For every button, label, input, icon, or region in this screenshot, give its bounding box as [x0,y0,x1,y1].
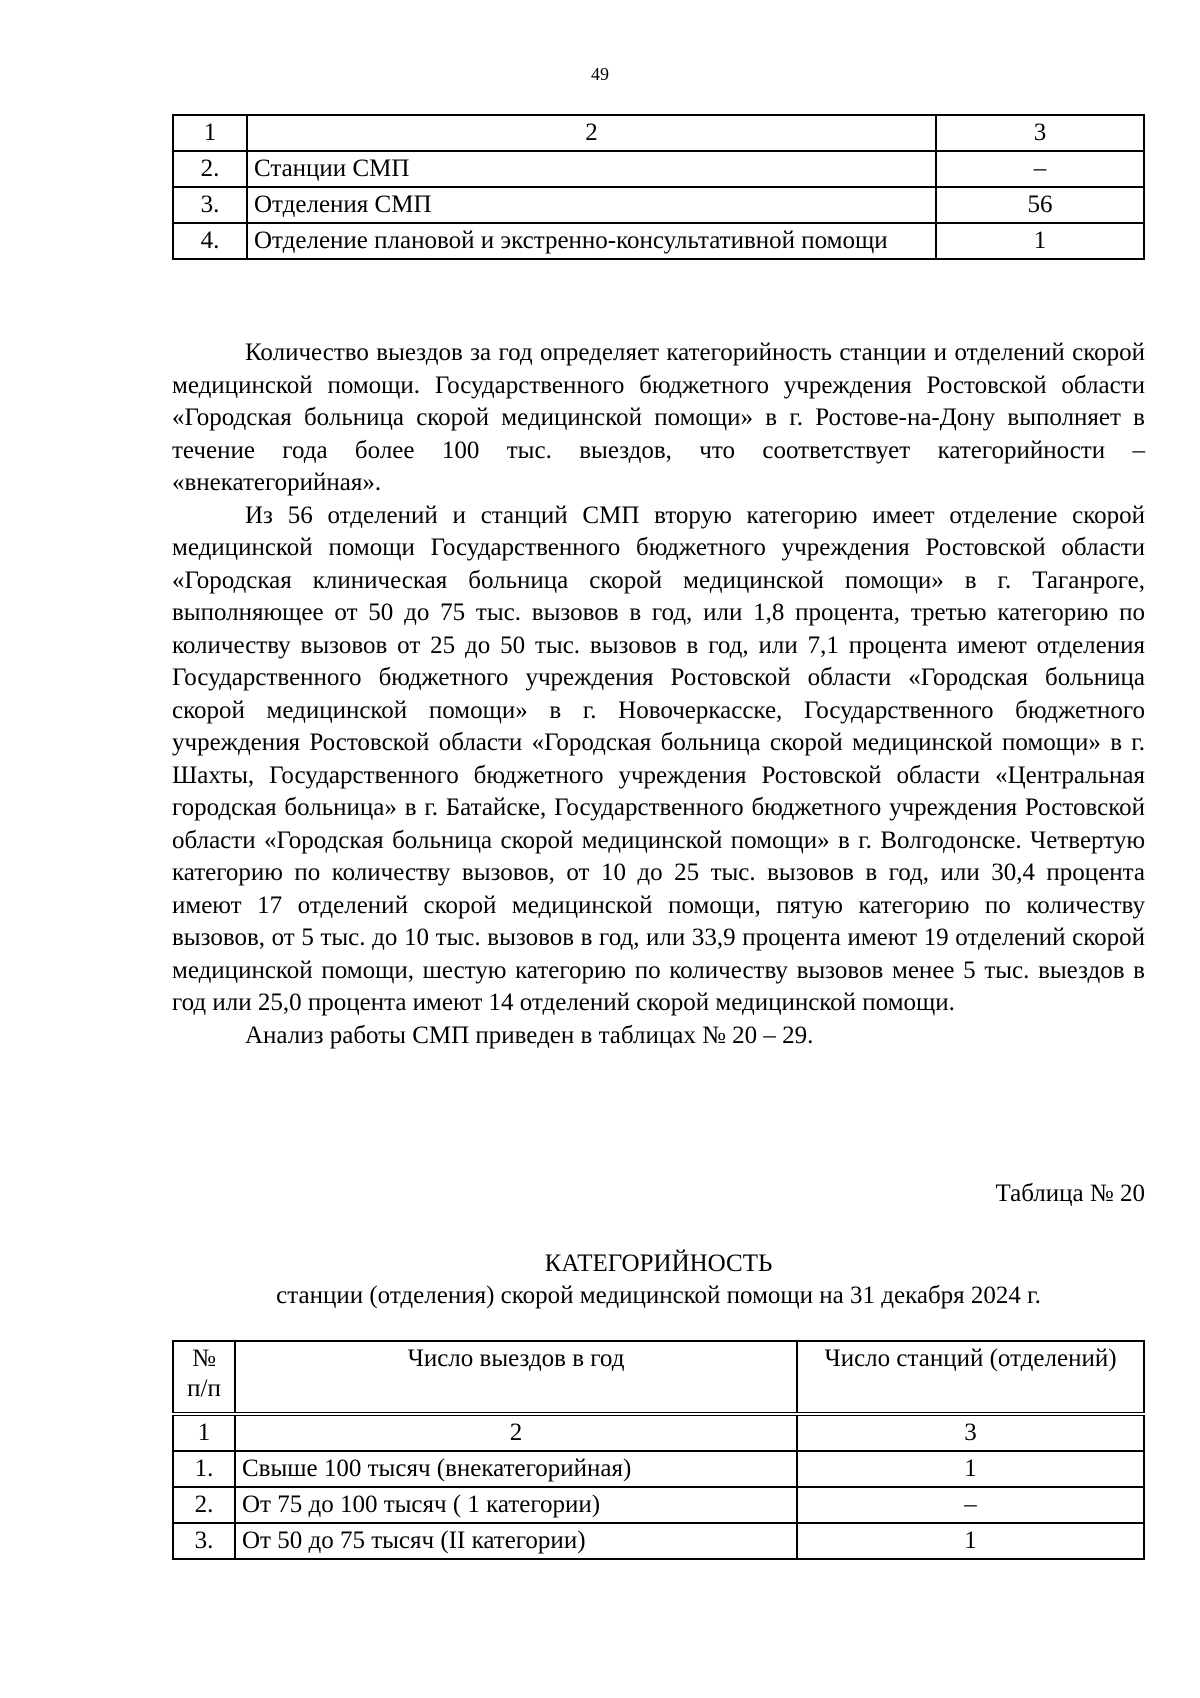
paragraph: Анализ работы СМП приведен в таблицах № 20 – 29. [245,1021,814,1049]
table-title: КАТЕГОРИЙНОСТЬ [544,1250,773,1277]
paragraph: Количество выездов за год определяет категорийность станции и отделений скорой медицинской помощи. Государственного бюджетного учреждения Ростовской области «Городская больница скорой медицинской помощи» в г. Ростове-на-Дону выполняет в течение года более 100 тыс. выездов, что соответствует категорийности – «внекатегорийная». [172,339,1145,496]
table-row [173,187,1144,223]
table-subtitle: станции (отделения) скорой медицинской помощи на 31 декабря 2024 г. [276,1282,1041,1309]
row-number: 2. [173,1487,235,1523]
row-number: 1. [173,1451,235,1487]
column-number-row [173,1414,1144,1451]
column-number: 1 [173,1414,235,1451]
header-cell: 2 [247,115,936,151]
row-number: 2. [173,151,247,187]
row-name: Свыше 100 тысяч (внекатегорийная) [235,1451,797,1487]
row-number: 3. [173,187,247,223]
body-text [172,337,1145,1052]
table-row [173,1451,1144,1487]
row-number: 3. [173,1523,235,1559]
row-value: 1 [936,223,1144,259]
header-cell: 1 [173,115,247,151]
row-value: – [936,151,1144,187]
category-table [172,1340,1145,1560]
table-header-row [173,1341,1144,1414]
row-number: 4. [173,223,247,259]
row-name: От 50 до 75 тысяч (II категории) [235,1523,797,1559]
header-cell: № п/п [173,1341,235,1414]
table-header-row [173,115,1144,151]
table-row [173,1523,1144,1559]
row-value: 1 [797,1451,1144,1487]
row-value: – [797,1487,1144,1523]
table-title-block [172,1248,1145,1312]
table-row [173,223,1144,259]
header-cell: Число станций (отделений) [797,1341,1144,1414]
row-name: Отделения СМП [247,187,936,223]
row-name: Станции СМП [247,151,936,187]
resources-table [172,114,1145,260]
row-name: Отделение плановой и экстренно-консультативной помощи [247,223,936,259]
table-row [173,151,1144,187]
paragraph: Из 56 отделений и станций СМП вторую категорию имеет отделение скорой медицинской помощи Государственного бюджетного учреждения Ростовской области «Городская клиническая больница скорой медицинской помощи» в г. Таганроге, выполняющее от 50 до 75 тыс. вызовов в год, или 1,8 процента, третью категорию по количеству вызовов от 25 до 50 тыс. вызовов в год, или 7,1 процента имеют отделения Государственного бюджетного учреждения Ростовской области «Городская больница скорой медицинской помощи» в г. Новочеркасске, Государственного бюджетного учреждения Ростовской области «Городская больница скорой медицинской помощи» в г. Шахты, Государственного бюджетного учреждения Ростовской области «Центральная городская больница» в г. Батайске, Государственного бюджетного учреждения Ростовской области «Городская больница скорой медицинской помощи» в г. Волгодонске. Четвертую категорию по количеству вызовов, от 10 до 25 тыс. вызовов в год, или 30,4 процента имеют 17 отделений скорой медицинской помощи, пятую категорию по количеству вызовов, от 5 тыс. до 10 тыс. вызовов в год, или 33,9 процента имеют 19 отделений скорой медицинской помощи, шестую категорию по количеству вызовов менее 5 тыс. выездов в год или 25,0 процента имеют 14 отделений скорой медицинской помощи. [172,501,1145,1016]
table-row [173,1487,1144,1523]
page-number: 49 [591,64,609,84]
header-cell: 3 [936,115,1144,151]
column-number: 2 [235,1414,797,1451]
row-name: От 75 до 100 тысяч ( 1 категории) [235,1487,797,1523]
row-value: 56 [936,187,1144,223]
table-caption: Таблица № 20 [995,1180,1145,1207]
header-cell: Число выездов в год [235,1341,797,1414]
row-value: 1 [797,1523,1144,1559]
column-number: 3 [797,1414,1144,1451]
